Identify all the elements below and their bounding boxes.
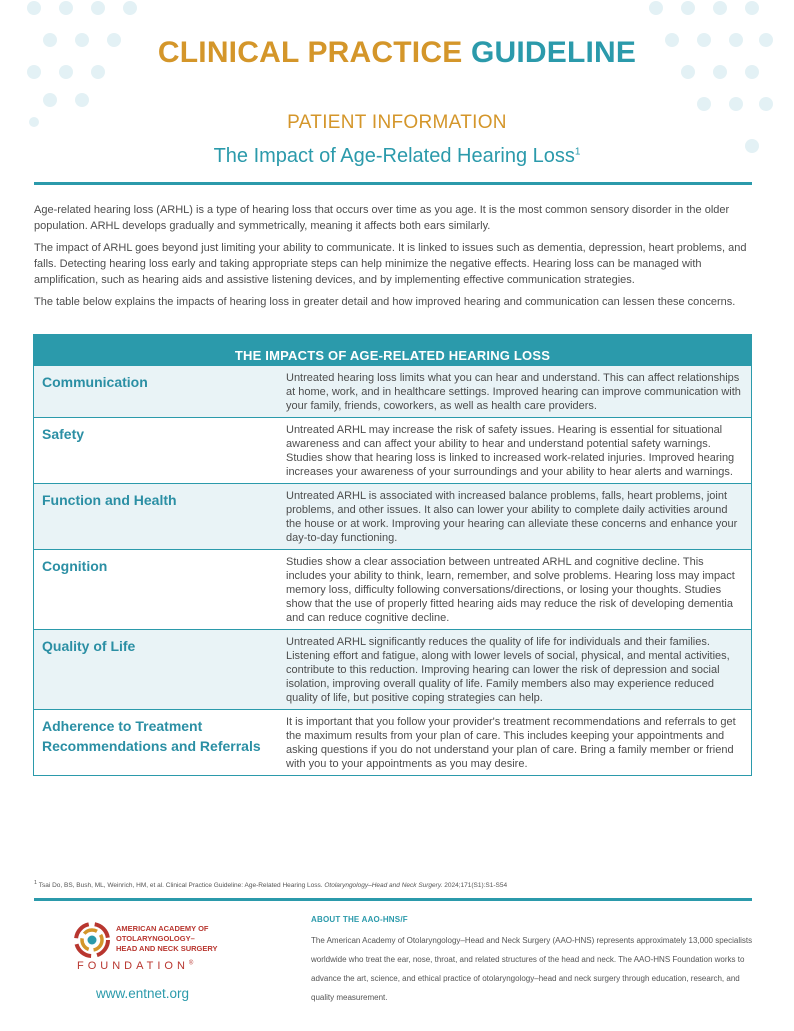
- logo-text-line: HEAD AND NECK SURGERY: [116, 944, 218, 953]
- footer-divider: [34, 898, 752, 901]
- footnote: [34, 880, 752, 889]
- logo-text-line: OTOLARYNGOLOGY–: [116, 934, 195, 943]
- row-description: Untreated hearing loss limits what you can hear and understand. This can affect relationships at home, work, and in healthcare settings. Improved hearing can improve communication with your family, friends, coworkers, as well as health care providers.: [286, 366, 752, 418]
- table-row: [34, 710, 752, 776]
- title-part-2: GUIDELINE: [470, 36, 637, 69]
- row-category: Communication: [34, 366, 287, 418]
- footnote-ref: 1: [34, 880, 38, 886]
- intro-section: [34, 202, 752, 316]
- heading-footnote-ref: 1: [574, 146, 581, 158]
- row-category: Adherence to Treatment Recommendations and Referrals: [34, 710, 287, 776]
- table-row: [34, 484, 752, 550]
- row-description: Untreated ARHL is associated with increased balance problems, falls, heart problems, joint problems, and other issues. It also can lower your ability to complete daily activities around the house or at work. Improving your hearing can alleviate these concerns and enhance your day-to-day functioning.: [286, 484, 752, 550]
- foundation-text: FOUNDATION: [77, 960, 189, 972]
- row-category: Function and Health: [34, 484, 287, 550]
- table-row: [34, 418, 752, 484]
- row-category: Cognition: [34, 550, 287, 630]
- document-title: [0, 36, 794, 70]
- intro-paragraph: The impact of ARHL goes beyond just limiting your ability to communicate. It is linked to issues such as dementia, depression, heart problems, and falls. Detecting hearing loss early and taking appropriate steps can help minimize the negative effects. Hearing loss can be managed with amplification, such as hearing aids and assistive listening devices, and by implementing effective communication strategies.: [34, 242, 747, 286]
- intro-paragraph: Age-related hearing loss (ARHL) is a type of hearing loss that occurs over time as you age. It is the most common sensory disorder in the older population. ARHL develops gradually and symmetrically, meaning it affects both ears similarly.: [34, 204, 730, 232]
- page-heading: [0, 145, 794, 168]
- page-heading-text: The Impact of Age-Related Hearing Loss: [213, 145, 575, 167]
- intro-paragraph: The table below explains the impacts of hearing loss in greater detail and how improved hearing and communication can lessen these concerns.: [34, 296, 736, 308]
- logo-text-line: AMERICAN ACADEMY OF: [116, 924, 209, 933]
- footnote-journal: Otolaryngology–Head and Neck Surgery.: [324, 882, 443, 890]
- document-subtitle: PATIENT INFORMATION: [287, 112, 507, 133]
- footnote-text: Tsai Do, BS, Bush, ML, Weinrich, HM, et al. Clinical Practice Guideline: Age-Related Hearing Loss.: [38, 882, 323, 890]
- row-category: Quality of Life: [34, 630, 287, 710]
- about-text: The American Academy of Otolaryngology–Head and Neck Surgery (AAO-HNS) represents approximately 13,000 specialists worldwide who treat the ear, nose, throat, and related structures of the head and neck. The AAO-HNS Foundation works to advance the art, science, and ethical practice of otolaryngology–head and neck surgery through education, research, and quality measurement.: [311, 936, 753, 1002]
- table-row: [34, 366, 752, 418]
- impacts-table: [33, 334, 752, 776]
- header-divider: [34, 182, 752, 185]
- table-heading: THE IMPACTS OF AGE-RELATED HEARING LOSS: [34, 335, 752, 366]
- row-description: Untreated ARHL may increase the risk of safety issues. Hearing is essential for situational awareness and can affect your ability to hear and understand potential safety warnings. Studies show that hearing loss is linked to increased work-related injuries. Improved hearing increases your awareness of your surroundings and your ability to hear alerts and warnings.: [286, 418, 752, 484]
- registered-mark: ®: [188, 960, 194, 967]
- row-description: It is important that you follow your provider's treatment recommendations and referrals to get the maximum results from your plan of care. This includes keeping your appointments and asking questions if you do not understand your plan of care. Bring a family member or friend with you to your appointments as you may desire.: [286, 710, 752, 776]
- website-link[interactable]: www.entnet.org: [96, 986, 190, 1001]
- swirl-logo-icon: [74, 922, 110, 958]
- row-description: Studies show a clear association between untreated ARHL and cognitive decline. This includes your ability to think, learn, remember, and solve problems. Hearing loss may impact memory loss, difficulty following conversations/directions, or losing your thoughts. Studies show that the use of properly fitted hearing aids may reduce the risk of developing dementia and can reduce cognitive decline.: [286, 550, 752, 630]
- row-category: Safety: [34, 418, 287, 484]
- table-row: [34, 550, 752, 630]
- about-section: [311, 915, 756, 1007]
- title-part-1: CLINICAL PRACTICE: [157, 36, 463, 69]
- table-row: [34, 630, 752, 710]
- logo-foundation-word: [77, 960, 193, 972]
- row-description: Untreated ARHL significantly reduces the quality of life for individuals and their families. Listening effort and fatigue, along with lower levels of social, physical, and mental activities, contribute to this reduction. Improving hearing can lower the risk of depression and social isolation, improving overall quality of life. Family members also may experience reduced quality of life, but positive coping strategies can help.: [286, 630, 752, 710]
- footnote-citation: 2024;171(S1):S1-S54: [444, 882, 508, 890]
- about-title: ABOUT THE AAO-HNS/F: [311, 915, 408, 924]
